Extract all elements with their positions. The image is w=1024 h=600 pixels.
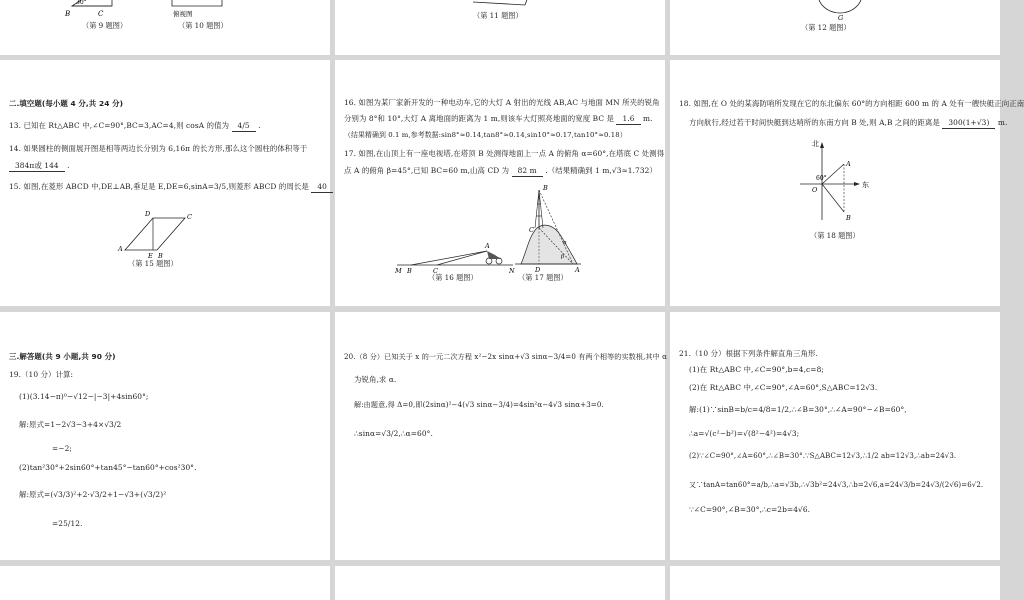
- section-heading-solve: 三.解答题(共 9 小题,共 90 分): [9, 352, 116, 361]
- q20-line1: 20.（8 分）已知关于 x 的一元二次方程 x²−2x sinα+√3 sinα−3/4=0 有两个相等的实数根,其中 α: [344, 352, 668, 361]
- section-heading-fill: 二.填空题(每小题 4 分,共 24 分): [9, 99, 124, 108]
- panel-top-left: [0, 0, 330, 55]
- panel-bottom-left-cropped: [0, 566, 330, 600]
- q16-line1: 16. 如图为某厂家新开发的一种电动车,它的大灯 A 射出的光线 AB,AC 与地面 MN 所夹的锐角: [344, 98, 660, 107]
- fig9-label-b: B: [65, 10, 71, 18]
- caption-fig18: （第 18 题图）: [810, 231, 860, 240]
- q19-part1-solution2: =−2;: [52, 444, 72, 453]
- fig15-label-a: A: [118, 245, 123, 253]
- fig17-label-d: D: [535, 266, 541, 274]
- q21-solution-line4: 又∵tanA=tan60°=a/b,∴a=√3b,∴√3b²=24√3,∴b=2√6,a=24√3/b=24√3/(2√6)=6√2.: [689, 481, 984, 489]
- fig15-label-b: B: [158, 252, 163, 260]
- panel-bottom-middle-cropped: [335, 566, 665, 600]
- fig10-label: 俯视图: [173, 10, 193, 18]
- figure-12: [810, 0, 870, 24]
- q18-line2: [689, 118, 1007, 129]
- q19-title: 19.（10 分）计算:: [9, 370, 74, 379]
- q17-line2: [344, 166, 657, 177]
- fig18-label-b: B: [846, 214, 851, 222]
- panel-question-20: [335, 312, 668, 560]
- q18-line2-end: m.: [997, 118, 1008, 127]
- q18-line2-pre: 方向航行,经过若干时间快艇到达哨所的东南方向 B 处,则 A,B 之间的距离是: [689, 118, 940, 127]
- q19-part2-solution2: =25/12.: [52, 519, 83, 528]
- fig17-label-b: B: [543, 184, 548, 192]
- fig9-label-c: C: [98, 10, 104, 18]
- q21-solution-line3: (2)∵∠C=90°,∠A=60°,∴∠B=30°.∵S△ABC=12√3,∴1/2 ab=12√3,∴ab=24√3.: [689, 452, 957, 460]
- q19-part2-solution1: 解:原式=(√3/3)²+2·√3/2+1−√3+(√3/2)²: [19, 490, 167, 499]
- fig18-label-o: O: [812, 186, 818, 194]
- q21-condition2: (2)在 Rt△ABC 中,∠C=90°,∠A=60°,S△ABC=12√3.: [689, 383, 878, 392]
- caption-fig16: （第 16 题图）: [428, 273, 478, 282]
- question-15: [9, 182, 338, 193]
- figure-9: [62, 0, 142, 20]
- q17-line2-end: .（结果精确到 1 m,√3≈1.732）: [545, 166, 657, 175]
- panel-bottom-right-cropped: [670, 566, 1000, 600]
- q17-line2-pre: 点 A 的俯角 β=45°,已知 BC=60 m,山高 CD 为: [344, 166, 510, 175]
- fig17-label-beta: β: [561, 254, 565, 260]
- question-14-line1: 14. 如果圆柱的侧面展开图是相等两边长分别为 6,16π 的长方形,那么这个圆柱的体积等于: [9, 144, 308, 153]
- q16-line3: （结果精确到 0.1 m,参考数据:sin8°≈0.14,tan8°≈0.14,sin10°≈0.17,tan10°≈0.18）: [344, 131, 627, 139]
- q13-text: 13. 已知在 Rt△ABC 中,∠C=90°,BC=3,AC=4,则 cosA 的值为: [9, 121, 230, 130]
- q21-condition1: (1)在 Rt△ABC 中,∠C=90°,b=4,c=8;: [689, 365, 824, 374]
- question-14-line2: [9, 161, 70, 172]
- q19-part1-solution1: 解:原式=1−2√3−3+4×√3/2: [19, 420, 122, 429]
- panel-question-21: [670, 312, 1000, 560]
- q18-answer: 300(1+√3): [942, 118, 995, 129]
- q16-line2-pre: 分别为 8°和 10°,大灯 A 离地面的距离为 1 m,则该车大灯照亮地面的宽度 BC 是: [344, 114, 615, 123]
- panel-fill-blank: [0, 60, 330, 306]
- panel-question-19: [0, 312, 330, 560]
- q13-answer: 4/5: [232, 121, 256, 132]
- fig16-label-n: N: [509, 267, 515, 275]
- q19-part2: (2)tan²30°+2sin60°+tan45°−tan60°+cos²30°.: [19, 463, 197, 472]
- fig18-east-label: 东: [862, 181, 869, 189]
- figure-17-tower: [515, 180, 585, 276]
- q16-line2: [344, 114, 653, 125]
- q21-solution-line5: ∵∠C=90°,∠B=30°,∴c=2b=4√6.: [689, 505, 811, 514]
- figure-10: [170, 0, 230, 20]
- fig18-label-a: A: [846, 160, 851, 168]
- fig16-label-a: A: [485, 242, 490, 250]
- q16-answer: 1.6: [616, 114, 640, 125]
- q21-title: 21.（10 分）根据下列条件解直角三角形.: [679, 349, 818, 358]
- q17-answer: 82 m: [512, 166, 543, 177]
- panel-top-middle: [335, 0, 665, 55]
- caption-fig12: （第 12 题图）: [801, 23, 851, 32]
- q14-answer: 384π或 144: [9, 161, 65, 172]
- fig9-angle: 30°: [76, 0, 87, 6]
- panel-question-18: [670, 60, 1024, 306]
- fig18-north-label: 北: [812, 140, 819, 148]
- q21-solution-line2: ∴a=√(c²−b²)=√(8²−4²)=4√3;: [689, 429, 800, 438]
- q16-line2-end: m.: [643, 114, 653, 123]
- caption-fig10: （第 10 题图）: [178, 21, 228, 30]
- fig16-label-c: C: [433, 267, 438, 275]
- fig17-label-c: C: [529, 226, 534, 234]
- figure-18-compass: [798, 138, 878, 228]
- q20-line2: 为锐角,求 α.: [354, 375, 397, 384]
- fig15-label-c: C: [187, 213, 192, 221]
- caption-fig15: （第 15 题图）: [128, 259, 178, 268]
- panel-questions-16-17: [335, 60, 665, 306]
- fig12-label-g: G: [838, 14, 844, 22]
- fig17-label-alpha: α: [563, 240, 567, 246]
- caption-fig9: （第 9 题图）: [82, 21, 128, 30]
- q15-text: 15. 如图,在菱形 ABCD 中,DE⊥AB,垂足是 E,DE=6,sinA=3/5,则菱形 ABCD 的周长是: [9, 182, 309, 191]
- q13-end: .: [258, 121, 261, 130]
- figure-16-headlight: [393, 235, 523, 275]
- q19-part1: (1)(3.14−π)⁰−√12−|−3|+4sin60°;: [19, 392, 149, 401]
- q14-end: .: [67, 161, 70, 170]
- panel-top-right: [670, 0, 1000, 55]
- fig18-angle-label: 60°: [816, 175, 827, 182]
- q17-line1: 17. 如图,在山顶上有一座电视塔,在塔顶 B 处测得地面上一点 A 的俯角 α=60°,在塔底 C 处测得: [344, 149, 665, 158]
- q18-line1: 18. 如图,在 O 处的某海防哨所发现在它的东北偏东 60°的方向相距 600 m 的 A 处有一艘快艇正向正南: [679, 99, 1024, 108]
- fig16-label-b: B: [407, 267, 412, 275]
- figure-15-rhombus: [115, 210, 205, 260]
- fig15-label-e: E: [148, 252, 153, 260]
- fig15-label-d: D: [145, 210, 151, 218]
- caption-fig11: （第 11 题图）: [473, 11, 523, 20]
- q20-solution2: ∴sinα=√3/2,∴α=60°.: [354, 429, 433, 438]
- q15-answer: 40: [311, 182, 333, 193]
- caption-fig17: （第 17 题图）: [518, 273, 568, 282]
- fig16-label-m: M: [395, 267, 402, 275]
- q21-solution-line1: 解:(1)∵sinB=b/c=4/8=1/2,∴∠B=30°,∴∠A=90°−∠B=60°,: [689, 405, 907, 414]
- fig17-label-a: A: [575, 266, 580, 274]
- question-13: [9, 121, 261, 132]
- q20-solution1: 解:由题意,得 Δ=0,即(2sinα)²−4(√3 sinα−3/4)=4sin²α−4√3 sinα+3=0.: [354, 400, 604, 409]
